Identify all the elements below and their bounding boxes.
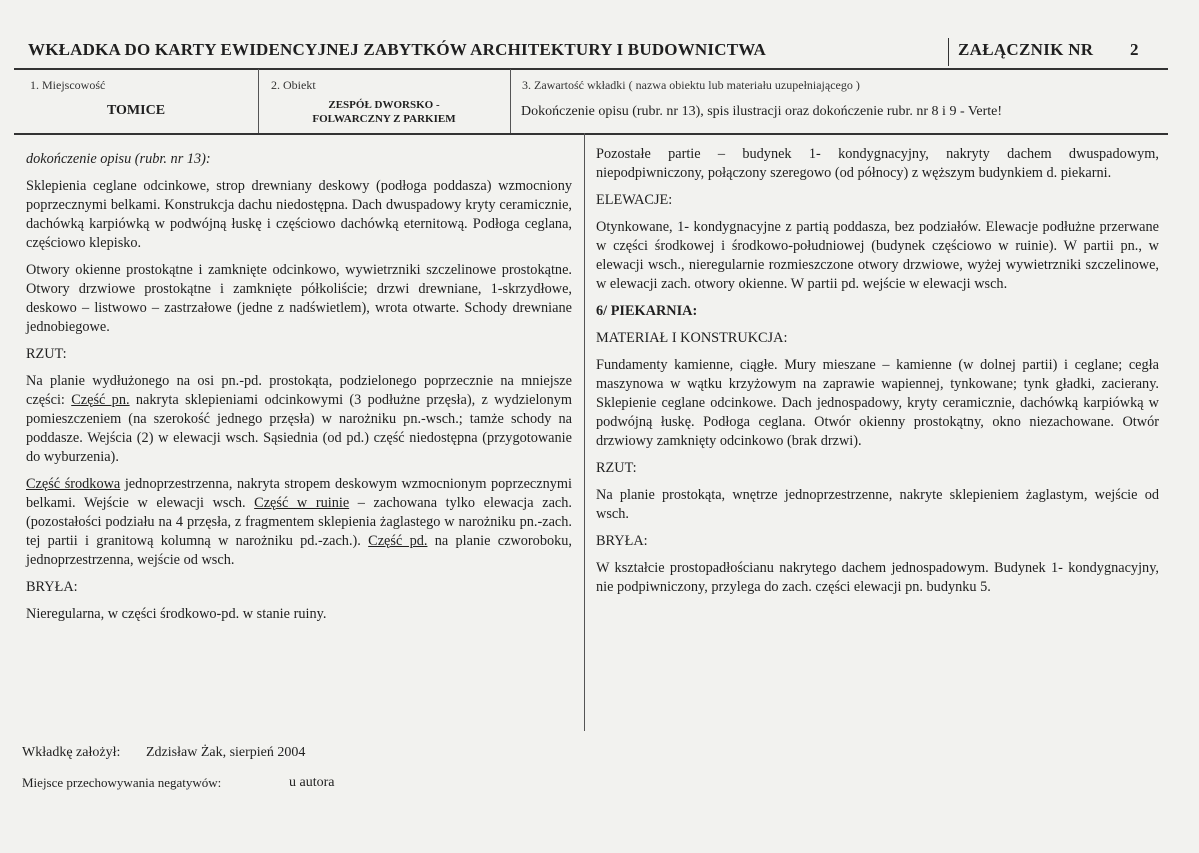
paragraph-plan-middle (26, 475, 572, 570)
contents-value: Dokończenie opisu (rubr. nr 13), spis ilustracji oraz dokończenie rubr. nr 8 i 9 - Verte! (521, 104, 1003, 119)
annex-number: 2 (1130, 40, 1139, 59)
column-divider (584, 133, 585, 731)
founder-label: Wkładkę założył: (22, 745, 121, 760)
cell-divider-2 (510, 69, 511, 133)
text-segment: nakryta sklepieniami odcinkowymi (3 podłużne przęsła), z wydzielonym pomieszczeniem (na szerokość jednego przęsła) w narożniku pn.-wsch.; tamże schody na poddasze. Wejścia (2) w elewacji wsch. Sąsiednia (od pd.) część niedostępna (przygotowanie do wyburzenia). (26, 392, 572, 465)
text-segment: Na planie wydłużonego na osi pn.-pd. prostokąta, podzielonego poprzecznie na mniejsze części: (26, 373, 572, 408)
text-segment: jednoprzestrzenna, nakryta stropem deskowym wzmocnionym poprzecznymi belkami. Wejście w elewacji wsch. (26, 476, 572, 511)
paragraph-construction: Fundamenty kamienne, ciągłe. Mury mieszane – kamienne (w dolnej partii) i ceglane; cegła maszynowa w wątku krzyżowym na zaprawie wapiennej, tynkowane; tynk gładki, zacierany. Sklepienie ceglane odcinkowe. Dach jednospadowy, kryty ceramicznie, dachówką karpiówką w podwójną łuskę. Podłoga ceglana. Otwór okienny prostokątny, okno niezachowane. Otwór drzwiowy zamknięty odcinkowo (brak drzwi). (596, 357, 1159, 449)
object-label: 2. Obiekt (271, 78, 316, 92)
place-label: 1. Miejscowość (30, 78, 106, 92)
heading-bryla-bakery: BRYŁA: (596, 533, 648, 549)
paragraph-form-bakery: W kształcie prostopadłościanu nakrytego dachem jednospadowym. Budynek 1- kondygnacyjny, nie podpiwniczony, przylega do zach. części elewacji pn. budynku 5. (596, 560, 1159, 595)
negatives-value: u autora (289, 775, 335, 790)
heading-rzut: RZUT: (26, 346, 67, 362)
object-value (259, 98, 509, 126)
heading-material: MATERIAŁ I KONSTRUKCJA: (596, 330, 788, 346)
paragraph-vaults: Sklepienia ceglane odcinkowe, strop drewniany deskowy (podłoga poddasza) wzmocniony poprzecznymi belkami. Konstrukcja dachu niedostępna. Dach dwuspadowy kryty ceramicznie, dachówką karpiówką w podwójną łuskę i częściowo dachówką eternitową. Podłoga ceglana, częściowo klepisko. (26, 178, 572, 251)
negatives-label: Miejsce przechowywania negatywów: (22, 775, 222, 790)
underlined-term: Część w ruinie (254, 495, 350, 511)
right-column (596, 145, 1159, 605)
heading-piekarnia: 6/ PIEKARNIA: (596, 303, 698, 319)
object-value-line2: FOLWARCZNY Z PARKIEM (312, 113, 456, 125)
left-column (26, 150, 572, 632)
paragraph-elevations: Otynkowane, 1- kondygnacyjne z partią poddasza, bez podziałów. Elewacje podłużne przerwane w części środkowej i środkowo-południowej (budynek częściowo w ruinie). W partii pn., w elewacji wsch., nieregularnie rozmieszczone otwory drzwiowe, wyżej wywietrzniki szczelinowe, w elewacji zach. otwory okienne. W partii pd. wejście w elewacji wsch. (596, 219, 1159, 292)
document-title: WKŁADKA DO KARTY EWIDENCYJNEJ ZABYTKÓW ARCHITEKTURY I BUDOWNICTWA (28, 40, 767, 59)
intro-heading: dokończenie opisu (rubr. nr 13): (26, 151, 211, 167)
header-rule (14, 68, 1168, 70)
heading-bryla: BRYŁA: (26, 579, 78, 595)
paragraph-openings: Otwory okienne prostokątne i zamknięte odcinkowo, wywietrzniki szczelinowe prostokątne. Otwory drzwiowe prostokątne i zamknięte półkoliście; drzwi drewniane, 1-skrzydłowe, deskowo – listwowo – zastrzałowe (jedne z nadświetlem), wrota otwarte. Schody drewniane jednobiegowe. (26, 262, 572, 335)
text-segment: na planie czworoboku, jednoprzestrzenna, wejście od wsch. (26, 533, 572, 568)
paragraph-plan-north (26, 372, 572, 467)
object-value-line1: ZESPÓŁ DWORSKO - (328, 99, 440, 111)
fields-rule (14, 133, 1168, 135)
header-divider (948, 38, 949, 66)
underlined-term: Część środkowa (26, 476, 121, 492)
underlined-term: Część pn. (71, 392, 130, 408)
heading-rzut-bakery: RZUT: (596, 460, 637, 476)
paragraph-plan-bakery: Na planie prostokąta, wnętrze jednoprzestrzenne, nakryte sklepieniem żaglastym, wejście od wsch. (596, 487, 1159, 522)
paragraph-other-parts: Pozostałe partie – budynek 1- kondygnacyjny, nakryty dachem dwuspadowym, niepodpiwniczony, połączony szeregowo (od północy) z węższym budynkiem d. piekarni. (596, 146, 1159, 181)
place-value: TOMICE (106, 103, 166, 118)
heading-elewacje: ELEWACJE: (596, 192, 673, 208)
founder-value: Zdzisław Żak, sierpień 2004 (146, 745, 306, 760)
paragraph-form: Nieregularna, w części środkowo-pd. w stanie ruiny. (26, 606, 327, 622)
annex-label: ZAŁĄCZNIK NR (958, 40, 1094, 59)
contents-label: 3. Zawartość wkładki ( nazwa obiektu lub materiału uzupełniającego ) (522, 78, 860, 92)
underlined-term: Część pd. (368, 533, 428, 549)
text-segment: – zachowana tylko elewacja zach. (pozostałości podziału na 4 przęsła, z fragmentem sklepienia żaglastego w narożniku pn.-zach. tej partii i granitową kolumną w narożniku pd.-zach.). (26, 495, 572, 549)
